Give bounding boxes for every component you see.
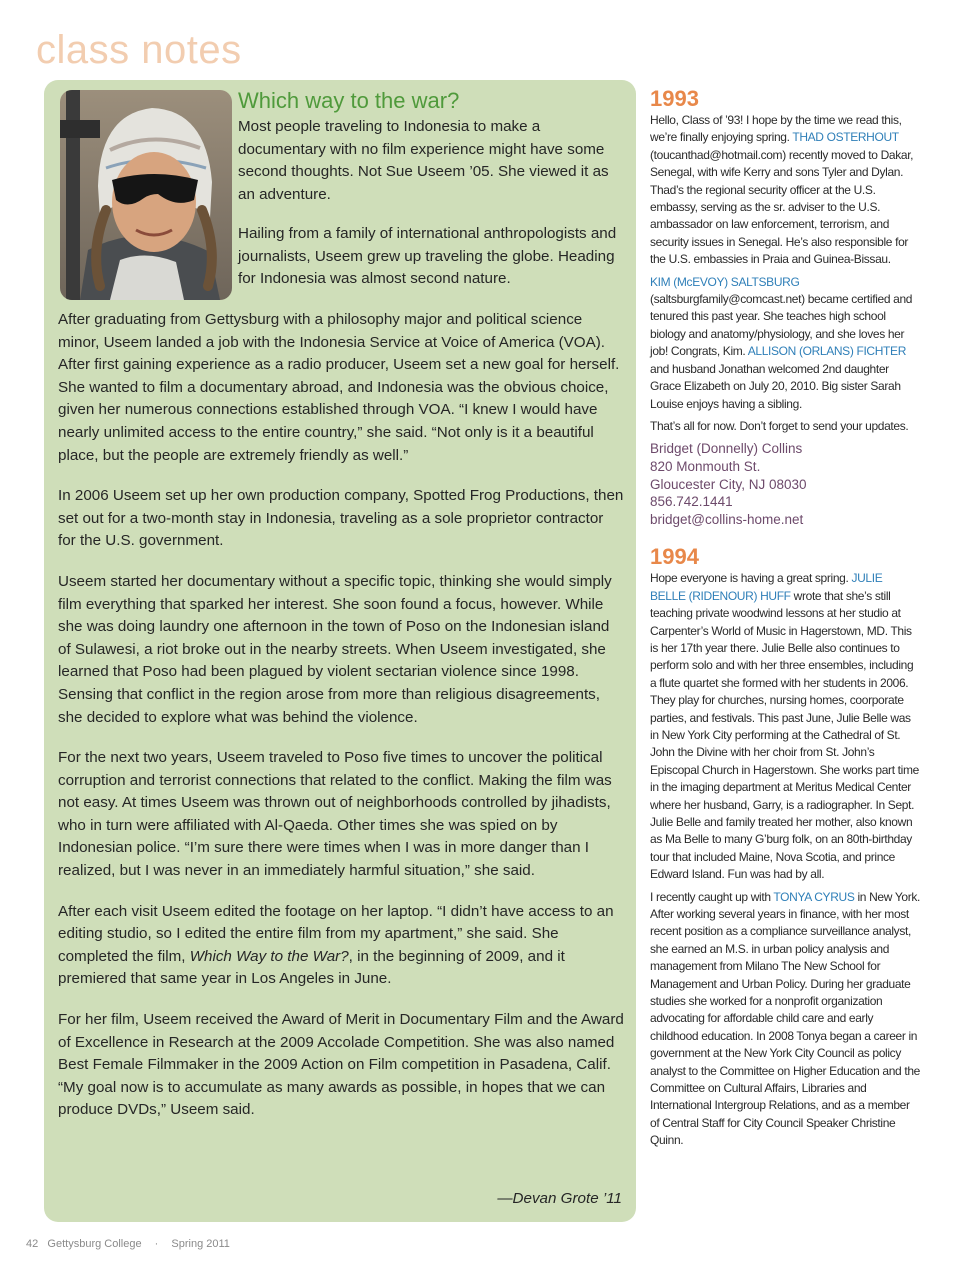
portrait-illustration (60, 90, 232, 300)
publication-name: Gettysburg College (47, 1238, 142, 1250)
portrait-photo (60, 90, 232, 300)
text-segment: After each visit Useem edited the footage on her laptop. “I didn’t have access to an editing studio, so I edited the entire film from my apartment,” she said. She completed the film, (58, 902, 614, 965)
article-paragraph: For her film, Useem received the Award of Merit in Documentary Film and the Award of Excellence in Research at the 2009 Accolade Competition. She was also named Best Female Filmmaker in the 2009 Action on Film competition in Pasadena, Calif. “My goal now is to accumulate as many awards as possible, in hopes that we can produce DVDs,” Useem said. (58, 1011, 624, 1119)
text-segment: I recently caught up with (650, 889, 774, 904)
feature-article (44, 80, 636, 1222)
correspondent-email: bridget@collins-home.net (650, 511, 804, 527)
page-footer (26, 1238, 230, 1250)
article-paragraph: After graduating from Gettysburg with a philosophy major and political science minor, Useem landed a job with the Indonesia Service at Voice of America (VOA). After first gaining experience as a radio producer, Useem set a new goal for herself. She wanted to film a documentary abroad, and Indonesia was the obvious choice, given her numerous connections established through VOA. “I knew I would have nearly unlimited access to the entire country,” she said. “Not only is it a beautiful place, but the people are extremely friendly as well.” (58, 311, 620, 464)
text-segment: in New York. After working several years in finance, with her most recent position as a compliance surveillance analyst, she earned an M.S. in urban policy analysis and management from Milano The New School for Management and Urban Policy. During her graduate studies she worked for a nonprofit organization advocating for affordable child care and early childhood education. In 2008 Tonya began a career in government at the New York City Council as policy analyst to the Committee on Higher Education and the Committee on Cultural Affairs, Libraries and International Intergroup Relations, and as a member of Central Staff for City Council Speaker Christine Quinn. (650, 889, 920, 1148)
feature-title: Which way to the war? (238, 88, 460, 113)
class-note (650, 889, 920, 1150)
text-segment: Hello, Class of ’93! I hope by the time we read this, we’re finally enjoying spring. (650, 113, 902, 145)
text-segment: (toucanthad@hotmail.com) recently moved to Dakar, Senegal, with wife Kerry and sons Tyler and Dylan. Thad’s the regional security officer at the U.S. embassy, serving as the sr. adviser to the U.S. ambassador on law enforcement, terrorism, and security issues in Senegal. He’s also responsible for the U.S. embassies in Praia and Guinea-Bissau. (650, 147, 914, 267)
class-notes-column (650, 86, 920, 1155)
intro-paragraph: Most people traveling to Indonesia to make a documentary with no film experience might have some second thoughts. Not Sue Useem ’05. She viewed it as an adventure. (238, 118, 609, 203)
article-paragraph (58, 901, 624, 991)
alumni-name: TONYA CYRUS (773, 889, 855, 904)
alumni-name: ALLISON (ORLANS) FICHTER (747, 344, 907, 359)
text-segment: and husband Jonathan welcomed 2nd daughter Grace Elizabeth on July 20, 2010. Big sister Sarah Louise enjoys having a sibling. (650, 361, 901, 411)
class-note (650, 112, 920, 269)
class-year-heading: 1994 (650, 544, 699, 570)
text-segment: wrote that she’s still teaching private woodwind lessons at her studio at Carpenter’s World of Music in Hagerstown, MD. This is her 17th year there. Julie Belle also continues to perform solo and with her three ensembles, including a flute quartet she formed with her students in 2006. They play for churches, nursing homes, coorporate parties, and festivals. This past June, Julie Belle was in New York City performing at the Cathedral of St. John the Divine with her choir from St. John’s Episcopal Church in Hagerstown. She works part time in the imaging department at Meritus Medical Center where her husband, Garry, is a radiographer. In Sept. Julie Belle and family treated her mother, also known as Ma Belle to many G’burg folk, on an 80th-birthday tour that included Maine, Nova Scotia, and prince Edward Island. Fun was had by all. (650, 588, 919, 882)
correspondent-phone: 856.742.1441 (650, 494, 733, 510)
intro-paragraph: Hailing from a family of international anthropologists and journalists, Useem grew up traveling the globe. Heading for Indonesia was almost second nature. (238, 225, 617, 288)
article-paragraph: For the next two years, Useem traveled to Poso five times to uncover the political corruption and terrorist connections that related to the conflict. Making the film was not easy. At times Useem was thrown out of neighborhoods controlled by jihadists, who in turn were affiliated with Al-Qaeda. Other times she was spied on by Indonesian police. “I’m sure there were times when I was in more danger than I realized, but I was never in an immediately harmful situation,” she said. (58, 749, 612, 880)
class-note: That’s all for now. Don’t forget to send your updates. (650, 418, 909, 433)
article-paragraph: In 2006 Useem set up her own production company, Spotted Frog Productions, then set out for a two-month stay in Indonesia, traveling as a sole proprietor contractor for the U.S. government. (58, 487, 624, 550)
correspondent-city: Gloucester City, NJ 08030 (650, 476, 807, 492)
class-correspondent (650, 440, 920, 528)
class-year-heading: 1993 (650, 86, 699, 111)
section-title: class notes (36, 28, 242, 72)
text-segment: , in the beginning of 2009, and it premiered that same year in Los Angeles in June. (58, 947, 565, 988)
author-byline: —Devan Grote ’11 (497, 1190, 622, 1207)
page-number: 42 (26, 1238, 39, 1250)
correspondent-street: 820 Monmouth St. (650, 458, 761, 474)
alumni-name: KIM (McEVOY) SALTSBURG (650, 274, 800, 289)
article-body (58, 309, 624, 1140)
text-segment: (saltsburgfamily@comcast.net) became certified and tenured this past year. She teaches high school biology and anatomy/physiology, and she loves her job! Congrats, Kim. (650, 292, 913, 359)
class-note (650, 570, 920, 883)
text-segment: Hope everyone is having a great spring. (650, 571, 852, 586)
film-title: Which Way to the War? (189, 947, 349, 965)
article-paragraph: Useem started her documentary without a specific topic, thinking she would simply film everything that sparked her interest. She soon found a focus, however. While she was doing laundry one afternoon in the town of Poso on the Indonesian island of Sulawesi, a riot broke out in the nearby streets. When Useem investigated, she learned that Poso had been plagued by violent sectarian violence since 1998. Sensing that conflict in the region arose from more than religious disagreements, she decided to explore what was behind the violence. (58, 572, 612, 726)
correspondent-name: Bridget (Donnelly) Collins (650, 441, 803, 457)
alumni-name: THAD OSTERHOUT (792, 130, 899, 145)
issue-date: Spring 2011 (171, 1238, 230, 1250)
footer-separator: · (154, 1238, 159, 1250)
alumni-name: JULIE BELLE (RIDENOUR) HUFF (650, 571, 883, 603)
class-note (650, 274, 920, 413)
